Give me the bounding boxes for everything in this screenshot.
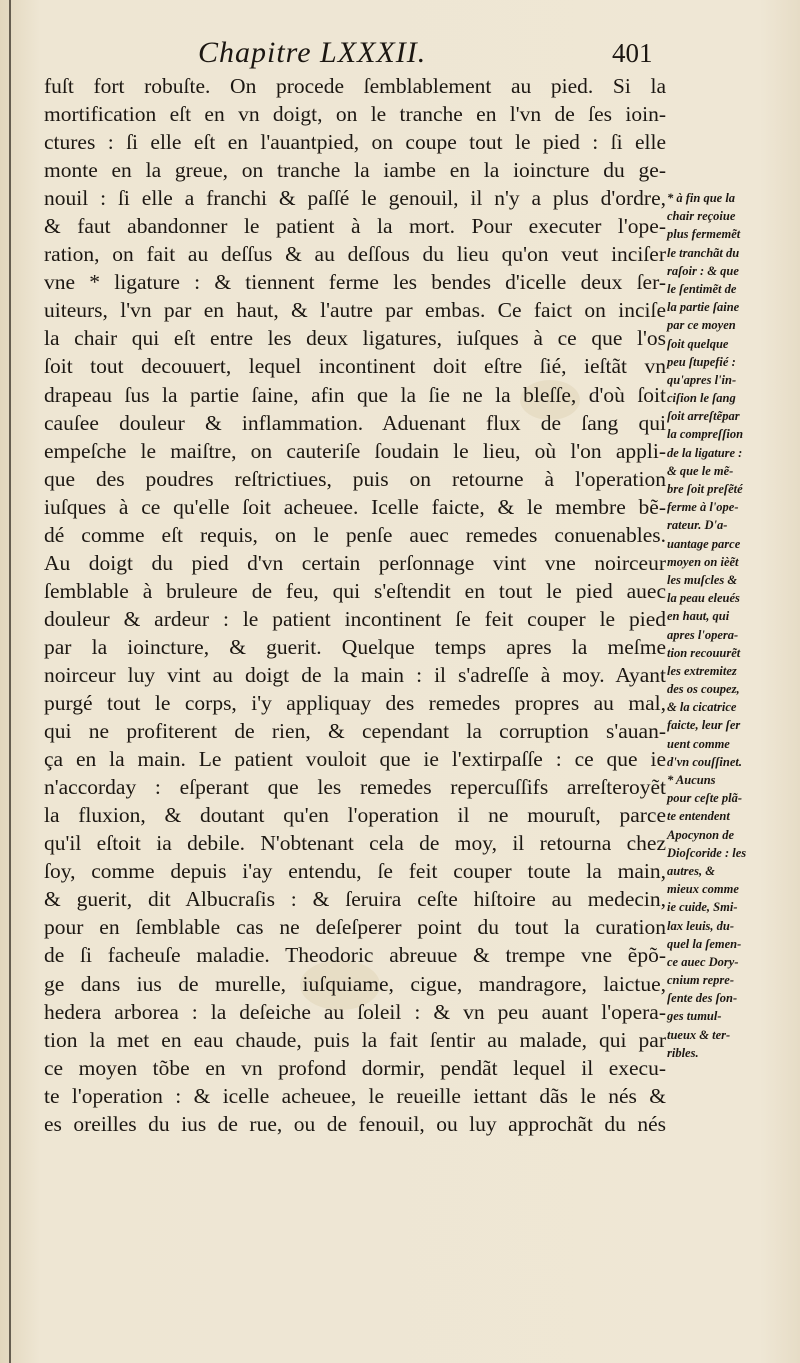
margin-note-line: qu'apres l'in-	[667, 372, 737, 387]
text-line: qui ne profiterent de rien, & cependant la corruption s'auan-	[44, 719, 666, 744]
text-line: pour en ſemblable cas ne deſeſperer point du tout la curation	[44, 915, 666, 940]
margin-note-line: les extremitez	[667, 663, 737, 678]
margin-note-line: mieux comme	[667, 882, 739, 897]
margin-note-line: en haut, qui	[667, 609, 730, 624]
text-line: ſoy, comme depuis i'ay entendu, ſe feit couper toute la main,	[44, 859, 666, 884]
text-line: la fluxion, & doutant qu'en l'operation il ne mouruſt, parce	[44, 803, 666, 828]
text-line: empeſche le maiſtre, on cauteriſe ſoudain le lieu, où l'on appli-	[44, 438, 666, 463]
main-text-column	[44, 72, 666, 1138]
text-line: vne * ligature : & tiennent ferme les bendes d'icelle deux ſer-	[44, 270, 666, 295]
margin-note-line: uantage parce	[667, 536, 741, 551]
margin-note-line: peu ſtupefié :	[667, 354, 736, 369]
margin-note-line: ie cuide, Smi-	[667, 900, 738, 915]
margin-note-line: ce auec Dory-	[667, 954, 739, 969]
text-line: n'accorday : eſperant que les remedes repercuſſifs arreſteroyẽt	[44, 775, 666, 800]
text-line: qu'il eſtoit ia debile. N'obtenant cela de moy, il retourna chez	[44, 831, 666, 856]
margin-note-line: de la ligature :	[667, 445, 743, 460]
text-line: ce moyen tõbe en vn profond dormir, pendãt lequel il execu-	[44, 1055, 666, 1080]
text-line: es oreilles du ius de rue, ou de fenouil, ou luy approchãt du nés	[44, 1111, 666, 1136]
margin-note-line: * Aucuns	[667, 773, 716, 787]
margin-note-line: d'vn couſſinet.	[667, 754, 742, 769]
text-line: hedera arborea : la deſeiche au ſoleil : & vn peu auant l'opera-	[44, 999, 666, 1024]
margin-note-line: rateur. D'a-	[667, 518, 728, 533]
margin-note-line: Dioſcoride : les	[667, 845, 747, 860]
margin-note-line: ribles.	[667, 1045, 699, 1060]
margin-note-line: ſoit quelque	[667, 336, 729, 351]
text-line: noirceur luy vint au doigt de la main : il s'adreſſe à moy. Ayant	[44, 662, 666, 687]
text-line: tion la met en eau chaude, puis la fait ſentir au malade, qui par	[44, 1027, 666, 1052]
text-line: dé comme eſt requis, on le penſe auec remedes conuenables.	[44, 522, 666, 547]
text-line: ge dans ius de murelle, iuſquiame, cigue, mandragore, laictue,	[44, 971, 666, 996]
text-line: iuſques à ce qu'elle ſoit acheuee. Icelle faicte, & le membre bẽ-	[44, 494, 666, 519]
margin-note-line: apres l'opera-	[667, 627, 739, 642]
text-line: fuſt fort robuſte. On procede ſemblablement au pied. Si la	[44, 74, 666, 98]
margin-note-line: la compreſſion	[667, 427, 744, 442]
margin-note-line: lax leuis, du-	[667, 918, 735, 933]
margin-note-line: ſoit arreſtẽpar	[667, 409, 740, 424]
margin-note-line: & la cicatrice	[667, 700, 737, 715]
text-line: ça en la main. Le patient vouloit que ie l'extirpaſſe : ce que ie	[44, 747, 666, 772]
margin-note-line: le ſentimẽt de	[667, 281, 737, 296]
margin-note-line: autres, &	[667, 863, 715, 878]
text-line: de ſi facheuſe maladie. Theodoric abreuue & trempe vne ẽpõ-	[44, 943, 666, 968]
page-header	[0, 36, 800, 76]
text-line: monte en la greue, on tranche la iambe en la ioincture du ge-	[44, 158, 666, 183]
margin-note-line: ges tumul-	[667, 1009, 722, 1024]
page-number: 401	[612, 38, 653, 68]
margin-note-line: tion recouurẽt	[667, 645, 741, 660]
text-line: ration, on fait au deſſus & au deſſous du lieu qu'on veut inciſer	[44, 242, 666, 267]
text-line: Au doigt du pied d'vn certain perſonnage vint vne noirceur	[44, 550, 666, 575]
text-line: douleur & ardeur : le patient incontinent ſe feit couper le pied	[44, 606, 666, 631]
margin-note-line: quel la ſemen-	[667, 936, 742, 951]
margin-note-line: des os coupez,	[667, 682, 740, 697]
text-line: mortification eſt en vn doigt, on le tranche en l'vn de ſes ioin-	[44, 102, 666, 127]
margin-note-line: ſente des ſon-	[667, 991, 738, 1006]
chapter-title: Chapitre LXXXII.	[198, 36, 427, 69]
text-line: purgé tout le corps, i'y appliquay des remedes propres au mal,	[44, 691, 666, 716]
margin-note-line: faicte, leur ſer	[667, 718, 741, 733]
margin-note-line: pour ceſte plã-	[667, 791, 742, 806]
margin-notes-column	[667, 189, 793, 1062]
text-line: & guerit, dit Albucraſis : & ſeruira ceſte hiſtoire au medecin,	[44, 887, 666, 912]
margin-note-line: Apocynon de	[667, 827, 735, 842]
margin-note-line: le tranchãt du	[667, 245, 740, 260]
text-line: ctures : ſi elle eſt en l'auantpied, on coupe tout le pied : ſi elle	[44, 130, 666, 155]
margin-note-line: tueux & ter-	[667, 1027, 731, 1042]
margin-note-line: les muſcles &	[667, 572, 738, 587]
margin-note-line: chair reçoiue	[667, 209, 736, 224]
margin-note-line: la peau eleués	[667, 591, 740, 606]
margin-note-line: * à fin que la	[667, 191, 736, 205]
text-line: par la ioincture, & guerit. Quelque temps apres la meſme	[44, 634, 666, 659]
margin-note-line: & que le mẽ-	[667, 463, 734, 478]
margin-note-line: par ce moyen	[667, 318, 736, 333]
text-line: que des poudres reſtrictiues, puis on retourne à l'operation	[44, 466, 666, 491]
margin-note-line: ferme à l'ope-	[667, 500, 739, 515]
margin-note-line: te entendent	[667, 809, 730, 824]
margin-note-line: ciſion le ſang	[667, 391, 736, 406]
margin-note-line: bre ſoit preſẽté	[667, 482, 743, 496]
margin-note-line: cnium repre-	[667, 973, 735, 988]
margin-note-line: moyen on ièẽt	[667, 554, 739, 569]
text-line: drapeau ſus la partie ſaine, afin que la ſie ne la bleſſe, d'où ſoit	[44, 382, 666, 407]
text-line: nouil : ſi elle a franchi & paſſé le genouil, il n'y a plus d'ordre,	[44, 186, 666, 211]
text-line: te l'operation : & icelle acheuee, le reueille iettant dãs le nés &	[44, 1083, 666, 1108]
margin-note-line: la partie ſaine	[667, 300, 740, 315]
text-line: & faut abandonner le patient à la mort. Pour executer l'ope-	[44, 214, 666, 239]
margin-note-line: raſoir : & que	[667, 263, 739, 278]
text-line: uiteurs, l'vn par en haut, & l'autre par embas. Ce faict on inciſe	[44, 298, 666, 323]
text-line: ſoit tout decouuert, lequel incontinent doit eſtre ſié, ieſtãt vn	[44, 354, 666, 379]
text-line: ſemblable à bruleure de feu, qui s'eſtendit en tout le pied auec	[44, 578, 666, 603]
margin-note-line: uent comme	[667, 736, 730, 751]
page-binding-edge	[9, 0, 11, 1363]
text-line: cauſee douleur & inflammation. Aduenant flux de ſang qui	[44, 410, 666, 435]
margin-note-line: plus fermemẽt	[667, 227, 741, 242]
text-line: la chair qui eſt entre les deux ligatures, iuſques à ce que l'os	[44, 326, 666, 351]
